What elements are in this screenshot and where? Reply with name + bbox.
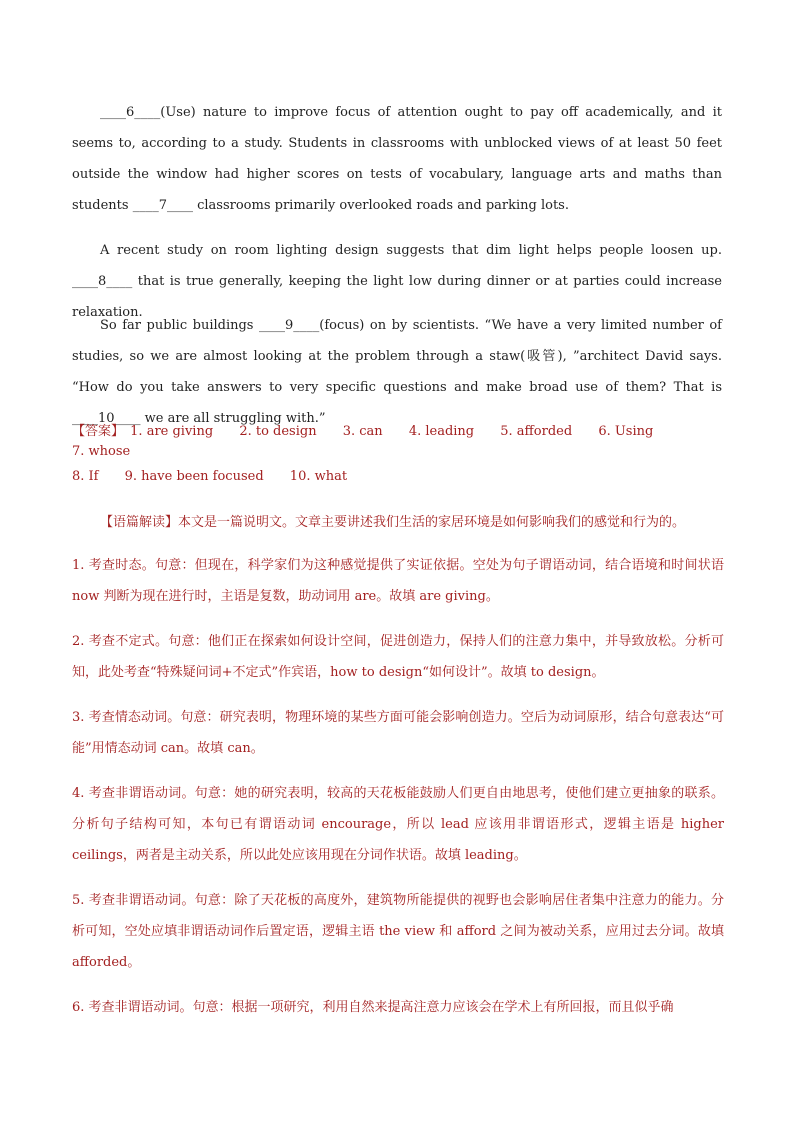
blank-6: ____6____ (100, 105, 161, 120)
blank-7: ____7____ (132, 198, 193, 213)
paragraph-text: classrooms primarily overlooked roads and parking lots. (192, 198, 569, 213)
analysis-text: 本文是一篇说明文。文章主要讲述我们生活的家居环境是如何影响我们的感觉和行为的。 (178, 515, 686, 530)
analysis-q4: 4. 考查非谓语动词。句意：她的研究表明，较高的天花板能鼓励人们更自由地思考，使他们建立更抽象的联系。分析句子结构可知，本句已有谓语动词 encourage，所以 lead 应该用非谓语形式，逻辑主语是 higher ceilings，两者是主动关系，所以此处应该用现在分词作状语。故填 leading。 (72, 786, 724, 863)
paragraph-text: that is true generally, keeping the light low during dinner or at parties could increase relaxation. (72, 274, 722, 320)
paragraph-text: (Use) nature to improve focus of attention ought to pay off academically, and it seems to, according to a study. Students in classrooms with unblocked views of at least 50 feet outside the window had higher scores on tests of vocabulary, language arts and maths than students (72, 105, 722, 213)
answer-item: 3. can (342, 424, 383, 439)
paragraph-text: (focus) on by scientists. “We have a very limited number of studies, so we are almost looking at the problem through a staw(吸管), ”architect David says. “How do you take answers to very specific questions and make broad use of them? That is (72, 318, 722, 395)
answer-item: 10. what (289, 469, 348, 484)
passage-paragraph-1 (72, 97, 722, 221)
analysis-intro (72, 507, 724, 538)
answer-key-line-2 (72, 467, 732, 487)
passage-paragraph-3 (72, 310, 722, 434)
answer-item: 8. If (72, 469, 99, 484)
answer-item: 4. leading (408, 424, 475, 439)
answer-item: 5. afforded (500, 424, 573, 439)
paragraph-text: So far public buildings (100, 318, 259, 333)
answer-key-line-1 (72, 422, 732, 462)
analysis-q1: 1. 考查时态。句意：但现在，科学家们为这种感觉提供了实证依据。空处为句子谓语动词，结合语境和时间状语 now 判断为现在进行时，主语是复数，助动词用 are。故填 are giving。 (72, 558, 724, 604)
blank-9: ____9____ (258, 318, 320, 333)
analysis-q3: 3. 考查情态动词。句意：研究表明，物理环境的某些方面可能会影响创造力。空后为动词原形，结合句意表达“可能”用情态动词 can。故填 can。 (72, 710, 724, 756)
answer-item: 9. have been focused (124, 469, 264, 484)
paragraph-text: we are all struggling with.” (140, 411, 326, 426)
answer-item: 7. whose (72, 444, 131, 459)
answer-item: 1. are giving (130, 424, 214, 439)
analysis-label: 【语篇解读】 (100, 515, 179, 530)
answer-item: 6. Using (598, 424, 654, 439)
blank-8: ____8____ (72, 274, 133, 289)
paragraph-text: A recent study on room lighting design suggests that dim light helps people loosen up. (100, 243, 722, 258)
blank-10: ____10____ (72, 411, 141, 426)
answer-item: 2. to design (239, 424, 317, 439)
analysis-q5: 5. 考查非谓语动词。句意：除了天花板的高度外，建筑物所能提供的视野也会影响居住者集中注意力的能力。分析可知，空处应填非谓语动词作后置定语，逻辑主语 the view 和 afford 之间为被动关系，应用过去分词。故填 afforded。 (72, 893, 724, 970)
analysis-q2: 2. 考查不定式。句意：他们正在探索如何设计空间，促进创造力，保持人们的注意力集中，并导致放松。分析可知，此处考查“特殊疑问词+不定式”作宾语，how to design“如何设计”。故填 to design。 (72, 634, 724, 680)
analysis-q6: 6. 考查非谓语动词。句意：根据一项研究，利用自然来提高注意力应该会在学术上有所回报，而且似乎确 (72, 1000, 674, 1015)
answer-label: 【答案】 (72, 424, 125, 439)
